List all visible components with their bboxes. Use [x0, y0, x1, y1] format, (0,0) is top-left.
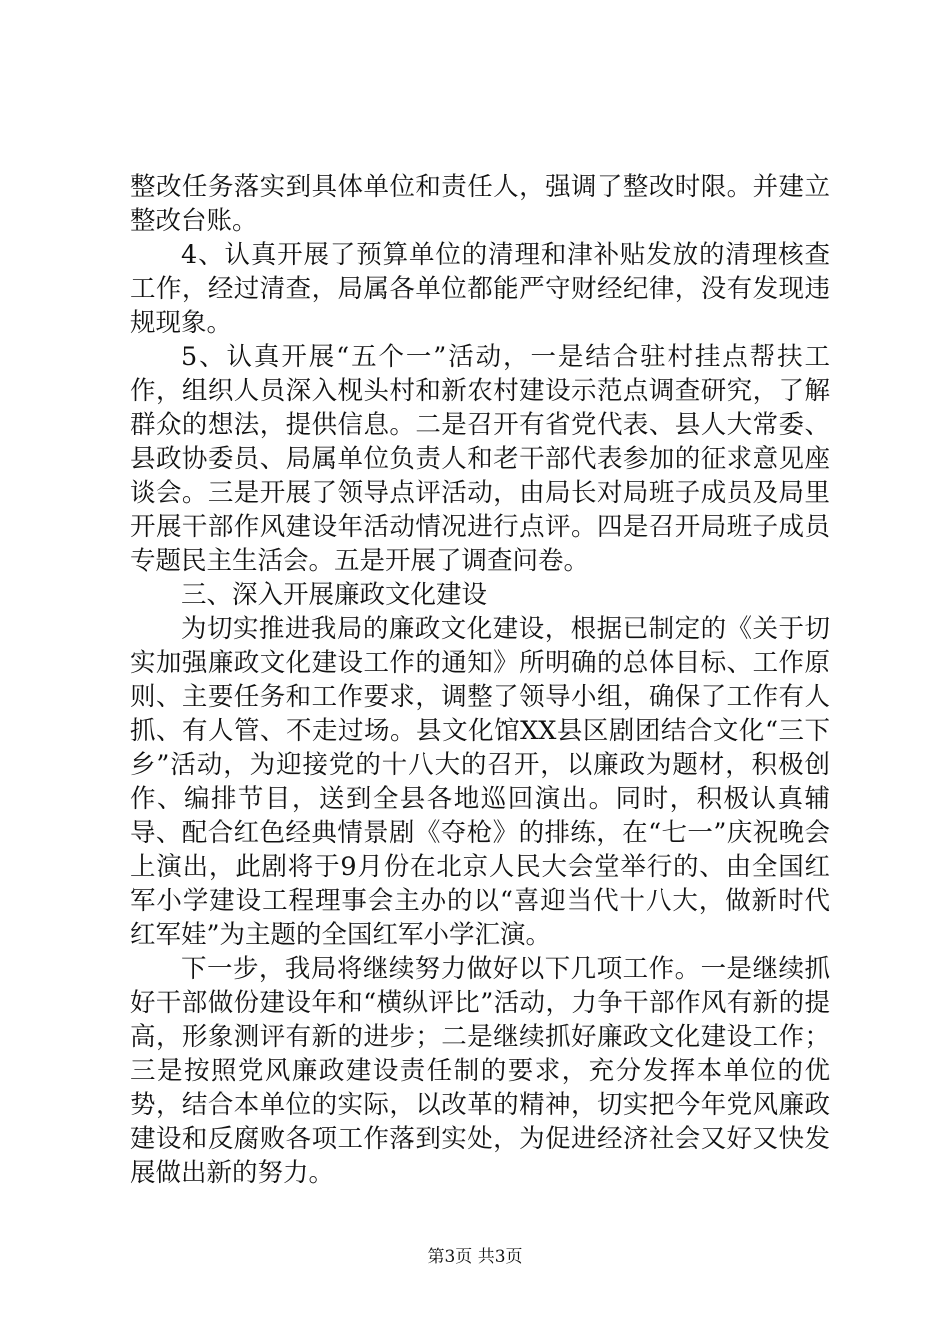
- paragraph-culture: 为切实推进我局的廉政文化建设，根据已制定的《关于切实加强廉政文化建设工作的通知》所明确的总体目标、工作原则、主要任务和工作要求，调整了领导小组，确保了工作有人抓、有人管、不走过场。县文化馆XX县区剧团结合文化“三下乡”活动，为迎接党的十八大的召开，以廉政为题材，积极创作、编排节目，送到全县各地巡回演出。同时，积极认真辅导、配合红色经典情景剧《夺枪》的排练，在“七一”庆祝晚会上演出，此剧将于9月份在北京人民大会堂举行的、由全国红军小学建设工程理事会主办的以“喜迎当代十八大，做新时代红军娃”为主题的全国红军小学汇演。: [130, 614, 830, 950]
- section-heading: 三、深入开展廉政文化建设: [181, 580, 488, 610]
- paragraph-continuation: 整改任务落实到具体单位和责任人，强调了整改时限。并建立整改台账。: [130, 172, 830, 236]
- page-footer: 第3页 共3页: [427, 1247, 523, 1267]
- document-body: [130, 170, 830, 1190]
- paragraph-item-4: 4、认真开展了预算单位的清理和津补贴发放的清理核查工作，经过清查，局属各单位都能严守财经纪律，没有发现违规现象。: [130, 240, 830, 338]
- paragraph-next-steps: 下一步，我局将继续努力做好以下几项工作。一是继续抓好干部做份建设年和“横纵评比”活动，力争干部作风有新的提高，形象测评有新的进步；二是继续抓好廉政文化建设工作；三是按照党风廉政建设责任制的要求，充分发挥本单位的优势，结合本单位的实际，以改革的精神，切实把今年党风廉政建设和反腐败各项工作落到实处，为促进经济社会又好又快发展做出新的努力。: [130, 954, 830, 1188]
- paragraph-item-5: 5、认真开展“五个一”活动，一是结合驻村挂点帮扶工作，组织人员深入枧头村和新农村建设示范点调查研究，了解群众的想法，提供信息。二是召开有省党代表、县人大常委、县政协委员、局属单位负责人和老干部代表参加的征求意见座谈会。三是开展了领导点评活动，由局长对局班子成员及局里开展干部作风建设年活动情况进行点评。四是召开局班子成员专题民主生活会。五是开展了调查问卷。: [130, 342, 830, 576]
